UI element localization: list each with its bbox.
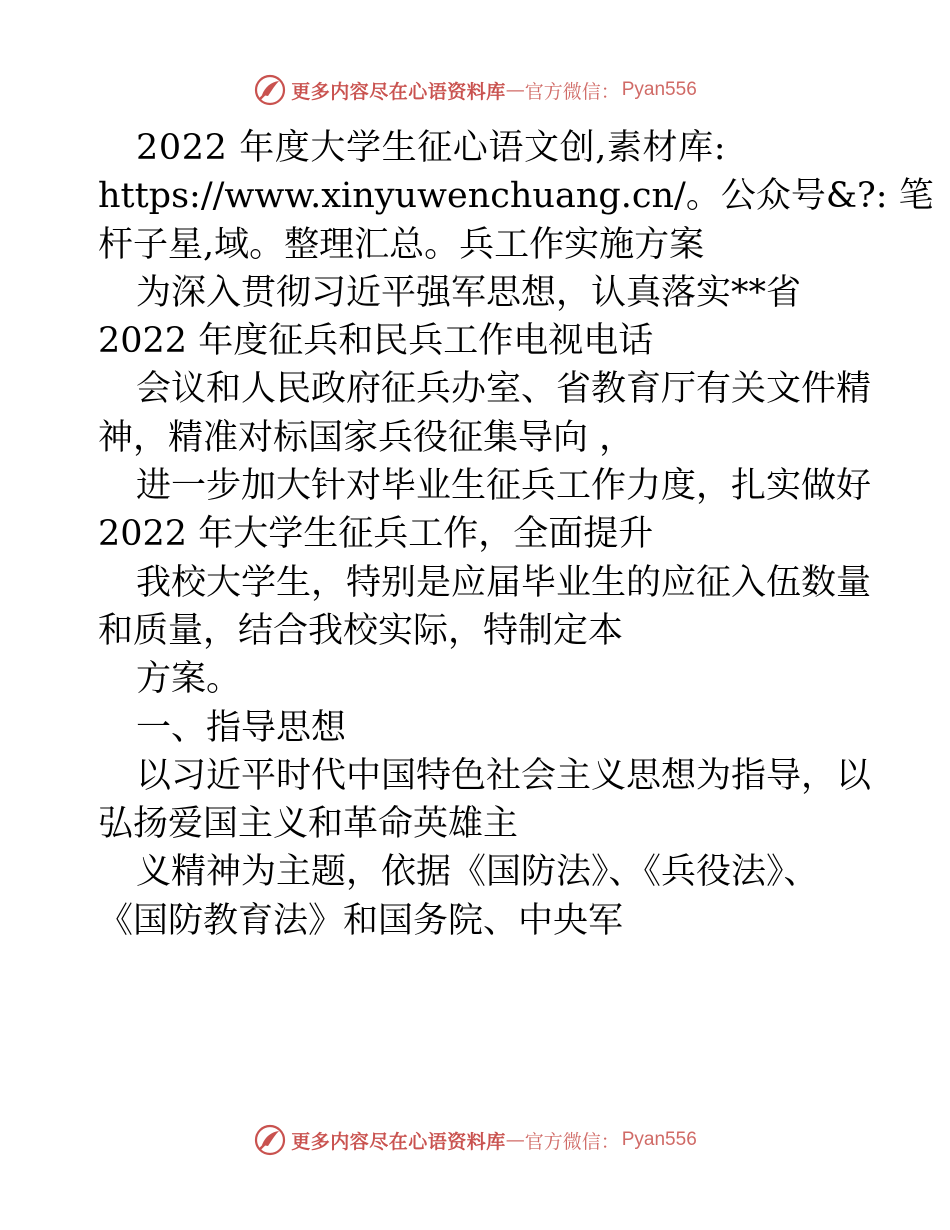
watermark-dash: — bbox=[505, 79, 525, 101]
text-line-10: 我校大学生，特别是应届毕业生的应征入伍数量 bbox=[136, 562, 872, 603]
watermark-id: Pyan556 bbox=[621, 79, 697, 100]
watermark-contact: 官方微信： bbox=[524, 80, 620, 103]
text-line-14: 以习近平时代中国特色社会主义思想为指导，以 bbox=[136, 755, 872, 796]
text-line-3: 杆子星,域。整理汇总。兵工作实施方案 bbox=[98, 224, 705, 265]
text-line-5: 2022 年度征兵和民兵工作电视电话 bbox=[98, 321, 654, 362]
text-line-16: 义精神为主题，依据《国防法》、《兵役法》、 bbox=[136, 852, 819, 893]
logo-icon bbox=[253, 1123, 287, 1157]
text-line-1: 2022 年度大学生征心语文创,素材库: bbox=[136, 128, 727, 168]
footer-watermark bbox=[0, 1120, 950, 1160]
text-line-9: 2022 年大学生征兵工作，全面提升 bbox=[98, 514, 654, 555]
text-line-6: 会议和人民政府征兵办室、省教育厅有关文件精 bbox=[136, 369, 872, 410]
text-line-12: 方案。 bbox=[136, 659, 242, 700]
watermark-id: Pyan556 bbox=[621, 1129, 697, 1150]
text-line-17: 《国防教育法》和国务院、中央军 bbox=[98, 900, 624, 941]
watermark-contact: 官方微信： bbox=[524, 1130, 620, 1153]
section-heading: 一、指导思想 bbox=[136, 707, 347, 748]
text-line-7: 神，精准对标国家兵役征集导向 ， bbox=[98, 417, 635, 458]
logo-icon bbox=[253, 73, 287, 107]
watermark-text: 更多内容尽在心语资料库 bbox=[291, 1130, 506, 1153]
document-body bbox=[98, 124, 934, 945]
text-line-2: https://www.xinyuwenchuang.cn/。公众号&?: 笔 bbox=[98, 176, 934, 217]
text-line-15: 弘扬爱国主义和革命英雄主 bbox=[98, 804, 519, 845]
text-line-8: 进一步加大针对毕业生征兵工作力度，扎实做好 bbox=[136, 466, 872, 507]
watermark-text: 更多内容尽在心语资料库 bbox=[291, 80, 506, 103]
watermark-dash: — bbox=[505, 1129, 525, 1151]
header-watermark bbox=[0, 70, 950, 110]
text-line-4: 为深入贯彻习近平强军思想，认真落实**省 bbox=[136, 272, 802, 313]
text-line-11: 和质量，结合我校实际，特制定本 bbox=[98, 610, 624, 651]
